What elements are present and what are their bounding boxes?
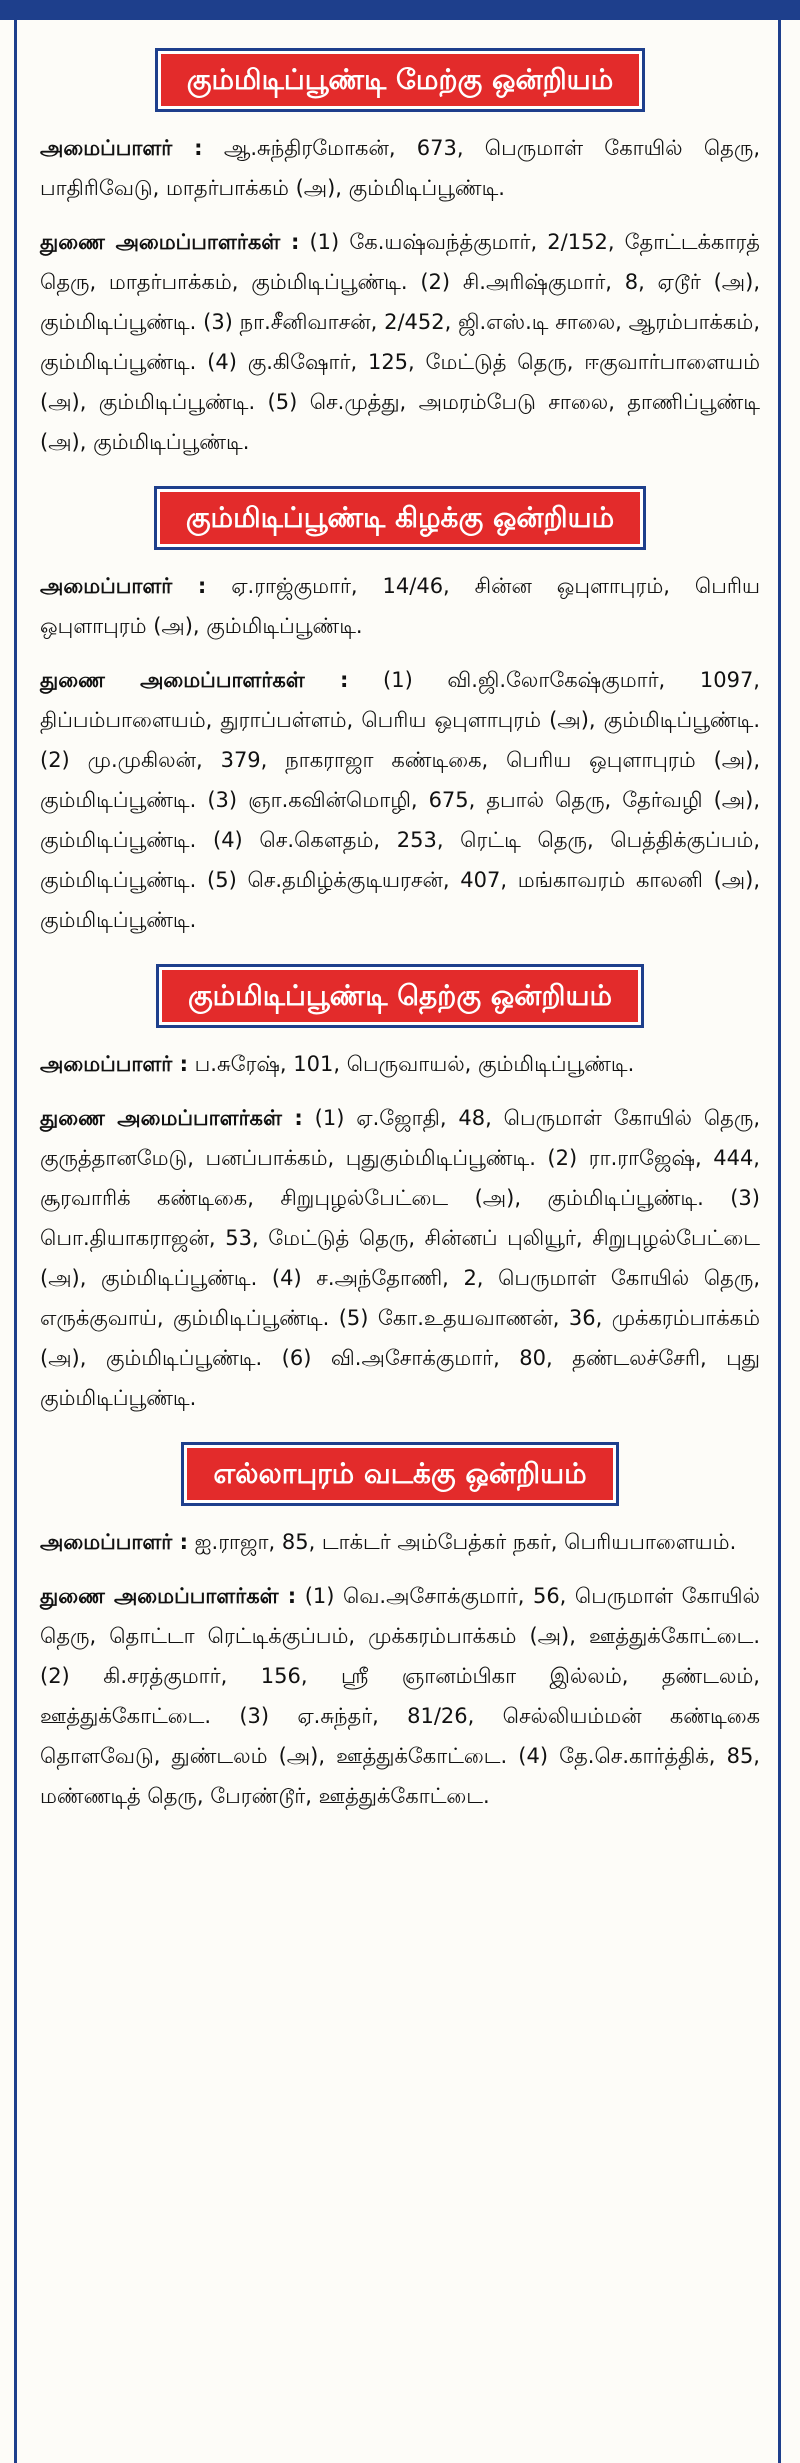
section-heading: கும்மிடிப்பூண்டி தெற்கு ஒன்றியம் bbox=[162, 970, 638, 1022]
organizer-text: ஏ.ராஜ்குமார், 14/46, சின்ன ஒபுளாபுரம், பெரிய ஒபுளாபுரம் (அ), கும்மிடிப்பூண்டி. bbox=[40, 574, 761, 638]
appointments-list bbox=[40, 54, 760, 1816]
union-section-west bbox=[40, 54, 760, 462]
deputies-text: (1) கே.யஷ்வந்த்குமார், 2/152, தோட்டக்காரத் தெரு, மாதர்பாக்கம், கும்மிடிப்பூண்டி. (2) சி.அரிஷ்குமார், 8, ஏடூர் (அ), கும்மிடிப்பூண்டி. (3) நா.சீனிவாசன், 2/452, ஜி.எஸ்.டி சாலை, ஆரம்பாக்கம், கும்மிடிப்பூண்டி. (4) கு.கிஷோர், 125, மேட்டுத் தெரு, ஈகுவார்பாளையம் (அ), கும்மிடிப்பூண்டி. (5) செ.முத்து, அமரம்பேடு சாலை, தாணிப்பூண்டி (அ), கும்மிடிப்பூண்டி. bbox=[40, 230, 760, 454]
section-heading: கும்மிடிப்பூண்டி கிழக்கு ஒன்றியம் bbox=[160, 492, 640, 544]
deputies-text: (1) வி.ஜி.லோகேஷ்குமார், 1097, திப்பம்பாளையம், துராப்பள்ளம், பெரிய ஒபுளாபுரம் (அ), கும்மிடிப்பூண்டி. (2) மு.முகிலன், 379, நாகராஜா கண்டிகை, பெரிய ஒபுளாபுரம் (அ), கும்மிடிப்பூண்டி. (3) ஞா.கவின்மொழி, 675, தபால் தெரு, தேர்வழி (அ), கும்மிடிப்பூண்டி. (4) செ.கௌதம், 253, ரெட்டி தெரு, பெத்திக்குப்பம், கும்மிடிப்பூண்டி. (5) செ.தமிழ்க்குடியரசன், 407, மங்காவரம் காலனி (அ), கும்மிடிப்பூண்டி. bbox=[40, 668, 760, 932]
section-heading: எல்லாபுரம் வடக்கு ஒன்றியம் bbox=[187, 1448, 612, 1500]
deputies-label: துணை அமைப்பாளர்கள் : bbox=[40, 230, 300, 254]
organizer-text: ஐ.ராஜா, 85, டாக்டர் அம்பேத்கர் நகர், பெரியபாளையம். bbox=[194, 1530, 737, 1554]
right-border-rule bbox=[778, 20, 781, 2463]
deputies-paragraph bbox=[40, 1576, 760, 1816]
deputies-paragraph bbox=[40, 660, 760, 940]
deputies-paragraph bbox=[40, 1098, 760, 1418]
left-border-rule bbox=[14, 20, 17, 2463]
organizer-label: அமைப்பாளர் : bbox=[40, 574, 207, 598]
union-section-east bbox=[40, 492, 760, 940]
organizer-paragraph bbox=[40, 566, 760, 646]
deputies-label: துணை அமைப்பாளர்கள் : bbox=[40, 668, 349, 692]
deputies-text: (1) வெ.அசோக்குமார், 56, பெருமாள் கோயில் தெரு, தொட்டா ரெட்டிக்குப்பம், முக்கரம்பாக்கம் (அ), ஊத்துக்கோட்டை. (2) கி.சரத்குமார், 156, ஸ்ரீ ஞானம்பிகா இல்லம், தண்டலம், ஊத்துக்கோட்டை. (3) ஏ.சுந்தர், 81/26, செல்லியம்மன் கண்டிகை தொளவேடு, துண்டலம் (அ), ஊத்துக்கோட்டை. (4) தே.செ.கார்த்திக், 85, மண்ணடித் தெரு, பேரண்டூர், ஊத்துக்கோட்டை. bbox=[40, 1584, 760, 1808]
section-heading: கும்மிடிப்பூண்டி மேற்கு ஒன்றியம் bbox=[161, 54, 639, 106]
organizer-text: ப.சுரேஷ், 101, பெருவாயல், கும்மிடிப்பூண்டி. bbox=[194, 1052, 635, 1076]
organizer-label: அமைப்பாளர் : bbox=[40, 1052, 188, 1076]
organizer-paragraph bbox=[40, 128, 760, 208]
deputies-label: துணை அமைப்பாளர்கள் : bbox=[40, 1584, 297, 1608]
deputies-text: (1) ஏ.ஜோதி, 48, பெருமாள் கோயில் தெரு, குருத்தானமேடு, பனப்பாக்கம், புதுகும்மிடிப்பூண்டி. (2) ரா.ராஜேஷ், 444, சூரவாரிக் கண்டிகை, சிறுபுழல்பேட்டை (அ), கும்மிடிப்பூண்டி. (3) பொ.தியாகராஜன், 53, மேட்டுத் தெரு, சின்னப் புலியூர், சிறுபுழல்பேட்டை (அ), கும்மிடிப்பூண்டி. (4) ச.அந்தோணி, 2, பெருமாள் கோயில் தெரு, எருக்குவாய், கும்மிடிப்பூண்டி. (5) கோ.உதயவாணன், 36, முக்கரம்பாக்கம் (அ), கும்மிடிப்பூண்டி. (6) வி.அசோக்குமார், 80, தண்டலச்சேரி, புது கும்மிடிப்பூண்டி. bbox=[40, 1106, 760, 1410]
organizer-text: ஆ.சுந்திரமோகன், 673, பெருமாள் கோயில் தெரு, பாதிரிவேடு, மாதர்பாக்கம் (அ), கும்மிடிப்பூண்டி. bbox=[40, 136, 760, 200]
top-border-band bbox=[0, 0, 800, 20]
organizer-paragraph bbox=[40, 1522, 760, 1562]
organizer-label: அமைப்பாளர் : bbox=[40, 136, 203, 160]
union-section-ellapuram-north bbox=[40, 1448, 760, 1816]
deputies-paragraph bbox=[40, 222, 760, 462]
union-section-south bbox=[40, 970, 760, 1418]
deputies-label: துணை அமைப்பாளர்கள் : bbox=[40, 1106, 303, 1130]
organizer-paragraph bbox=[40, 1044, 760, 1084]
organizer-label: அமைப்பாளர் : bbox=[40, 1530, 188, 1554]
